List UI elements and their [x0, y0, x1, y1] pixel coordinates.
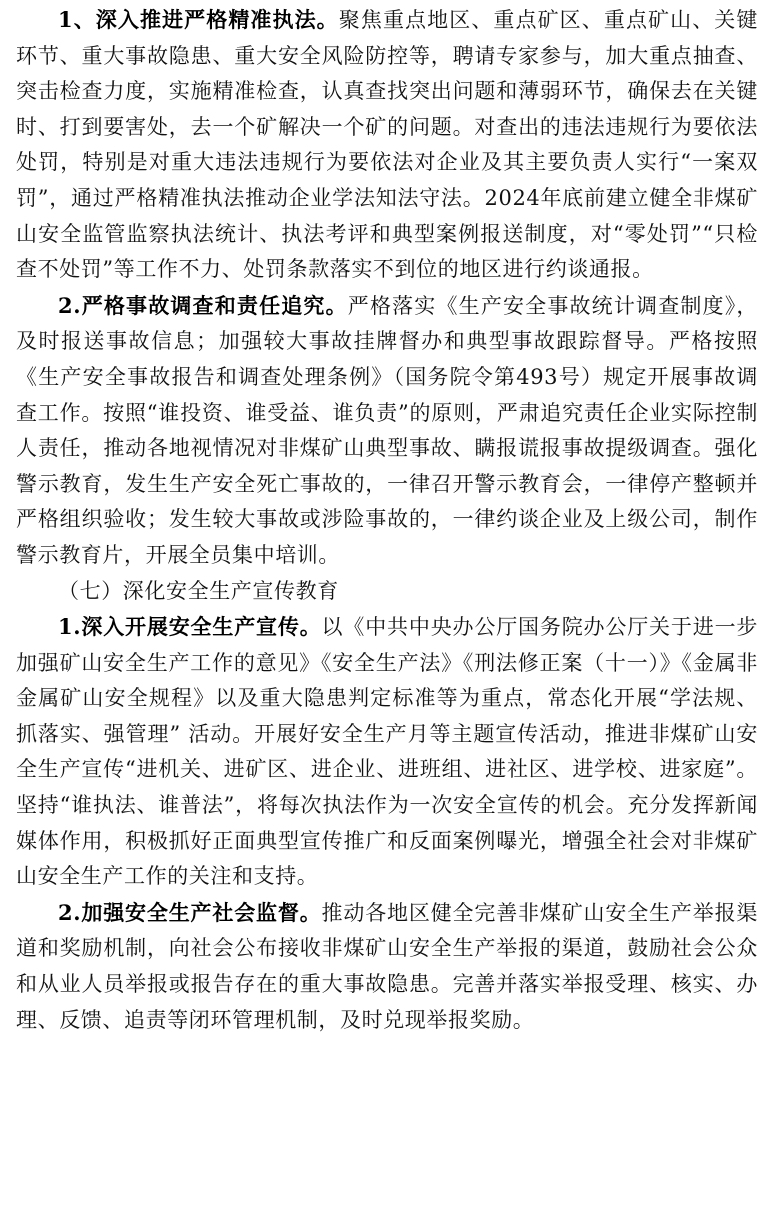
paragraph-heading: 1.深入开展安全生产宣传。	[58, 614, 322, 640]
paragraph-accident-investigation	[16, 288, 758, 574]
paragraph-body: 推动各地区健全完善非煤矿山安全生产举报渠道和奖励机制，向社会公布接收非煤矿山安全生产举报的渠道，鼓励社会公众和从业人员举报或报告存在的重大事故隐患。完善并落实举报受理、核实、办理、反馈、追责等闭环管理机制，及时兑现举报奖励。	[16, 900, 758, 1032]
paragraph-strict-enforcement	[16, 2, 758, 288]
paragraph-social-supervision	[16, 895, 758, 1038]
section-heading: （七）深化安全生产宣传教育	[58, 578, 339, 603]
paragraph-body: 以《中共中央办公厅国务院办公厅关于进一步加强矿山安全生产工作的意见》《安全生产法》《刑法修正案（十一）》《金属非金属矿山安全规程》以及重大隐患判定标准等为重点，常态化开展“学法规、抓落实、强管理” 活动。开展好安全生产月等主题宣传活动，推进非煤矿山安全生产宣传“进机关、进矿区、进企业、进班组、进社区、进学校、进家庭”。坚持“谁执法、谁普法”，将每次执法作为一次安全宣传的机会。充分发挥新闻媒体作用，积极抓好正面典型宣传推广和反面案例曝光，增强全社会对非煤矿山安全生产工作的关注和支持。	[16, 615, 758, 889]
paragraph-heading: 2.加强安全生产社会监督。	[58, 899, 322, 925]
paragraph-body: 严格落实《生产安全事故统计调查制度》，及时报送事故信息；加强较大事故挂牌督办和典型事故跟踪督导。严格按照《生产安全事故报告和调查处理条例》（国务院令第493号）规定开展事故调查工作。按照“谁投资、谁受益、谁负责”的原则，严肃追究责任企业实际控制人责任，推动各地视情况对非煤矿山典型事故、瞒报谎报事故提级调查。强化警示教育，发生生产安全死亡事故的，一律召开警示教育会，一律停产整顿并严格组织验收；发生较大事故或涉险事故的，一律约谈企业及上级公司，制作警示教育片，开展全员集中培训。	[16, 293, 758, 567]
paragraph-body: 聚焦重点地区、重点矿区、重点矿山、关键环节、重大事故隐患、重大安全风险防控等，聘请专家参与，加大重点抽查、突击检查力度，实施精准检查，认真查找突出问题和薄弱环节，确保去在关键时、打到要害处，去一个矿解决一个矿的问题。对查出的违法违规行为要依法处罚，特别是对重大违法违规行为要依法对企业及其主要负责人实行“一案双罚”，通过严格精准执法推动企业学法知法守法。2024年底前建立健全非煤矿山安全监管监察执法统计、执法考评和典型案例报送制度，对“零处罚”“只检查不处罚”等工作不力、处罚条款落实不到位的地区进行约谈通报。	[16, 8, 758, 282]
paragraph-heading: 2.严格事故调查和责任追究。	[58, 292, 348, 318]
paragraph-heading: 1、深入推进严格精准执法。	[58, 7, 339, 32]
paragraph-safety-publicity	[16, 609, 758, 895]
